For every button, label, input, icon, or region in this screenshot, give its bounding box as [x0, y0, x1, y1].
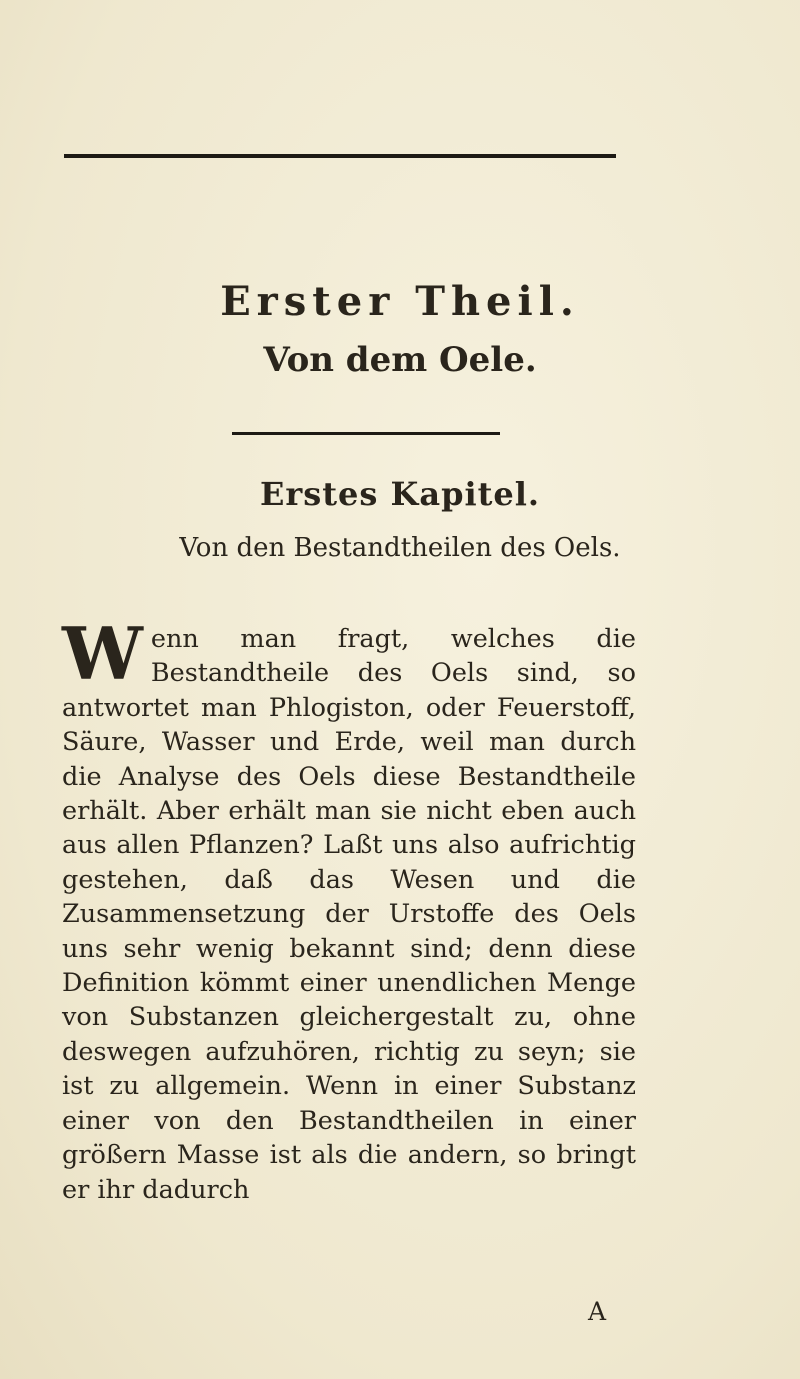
- chapter-title: Erstes Kapitel.: [259, 475, 541, 513]
- part-subtitle: Von dem Oele.: [263, 340, 537, 380]
- chapter-subtitle: Von den Bestandtheilen des Oels.: [179, 533, 621, 563]
- drop-cap: W: [62, 611, 143, 696]
- section-divider: [232, 432, 500, 435]
- top-rule: [64, 154, 616, 158]
- body-paragraph: [62, 611, 636, 1207]
- part-title: Erster Theil.: [220, 278, 580, 325]
- paragraph-text: enn man fragt, welches die Bestandtheile des Oels sind, so antwortet man Phlogiston, oder Feuerstoff, Säure, Wasser und Erde, weil man durch die Analyse des Oels diese Bestandtheile erhält. Aber erhält man sie nicht eben auch aus allen Pflanzen? Laßt uns also aufrichtig gestehen, daß das Wesen und die Zusammensetzung der Urstoffe des Oels uns sehr wenig bekannt sind; denn diese Definition kömmt einer unendlichen Menge von Substanzen gleichergestalt zu, ohne deswegen aufzuhören, richtig zu seyn; sie ist zu allgemein. Wenn in einer Substanz einer von den Bestandtheilen in einer größern Masse ist als die andern, so bringt er ihr dadurch: [62, 624, 636, 1205]
- catchword: A: [588, 1297, 607, 1326]
